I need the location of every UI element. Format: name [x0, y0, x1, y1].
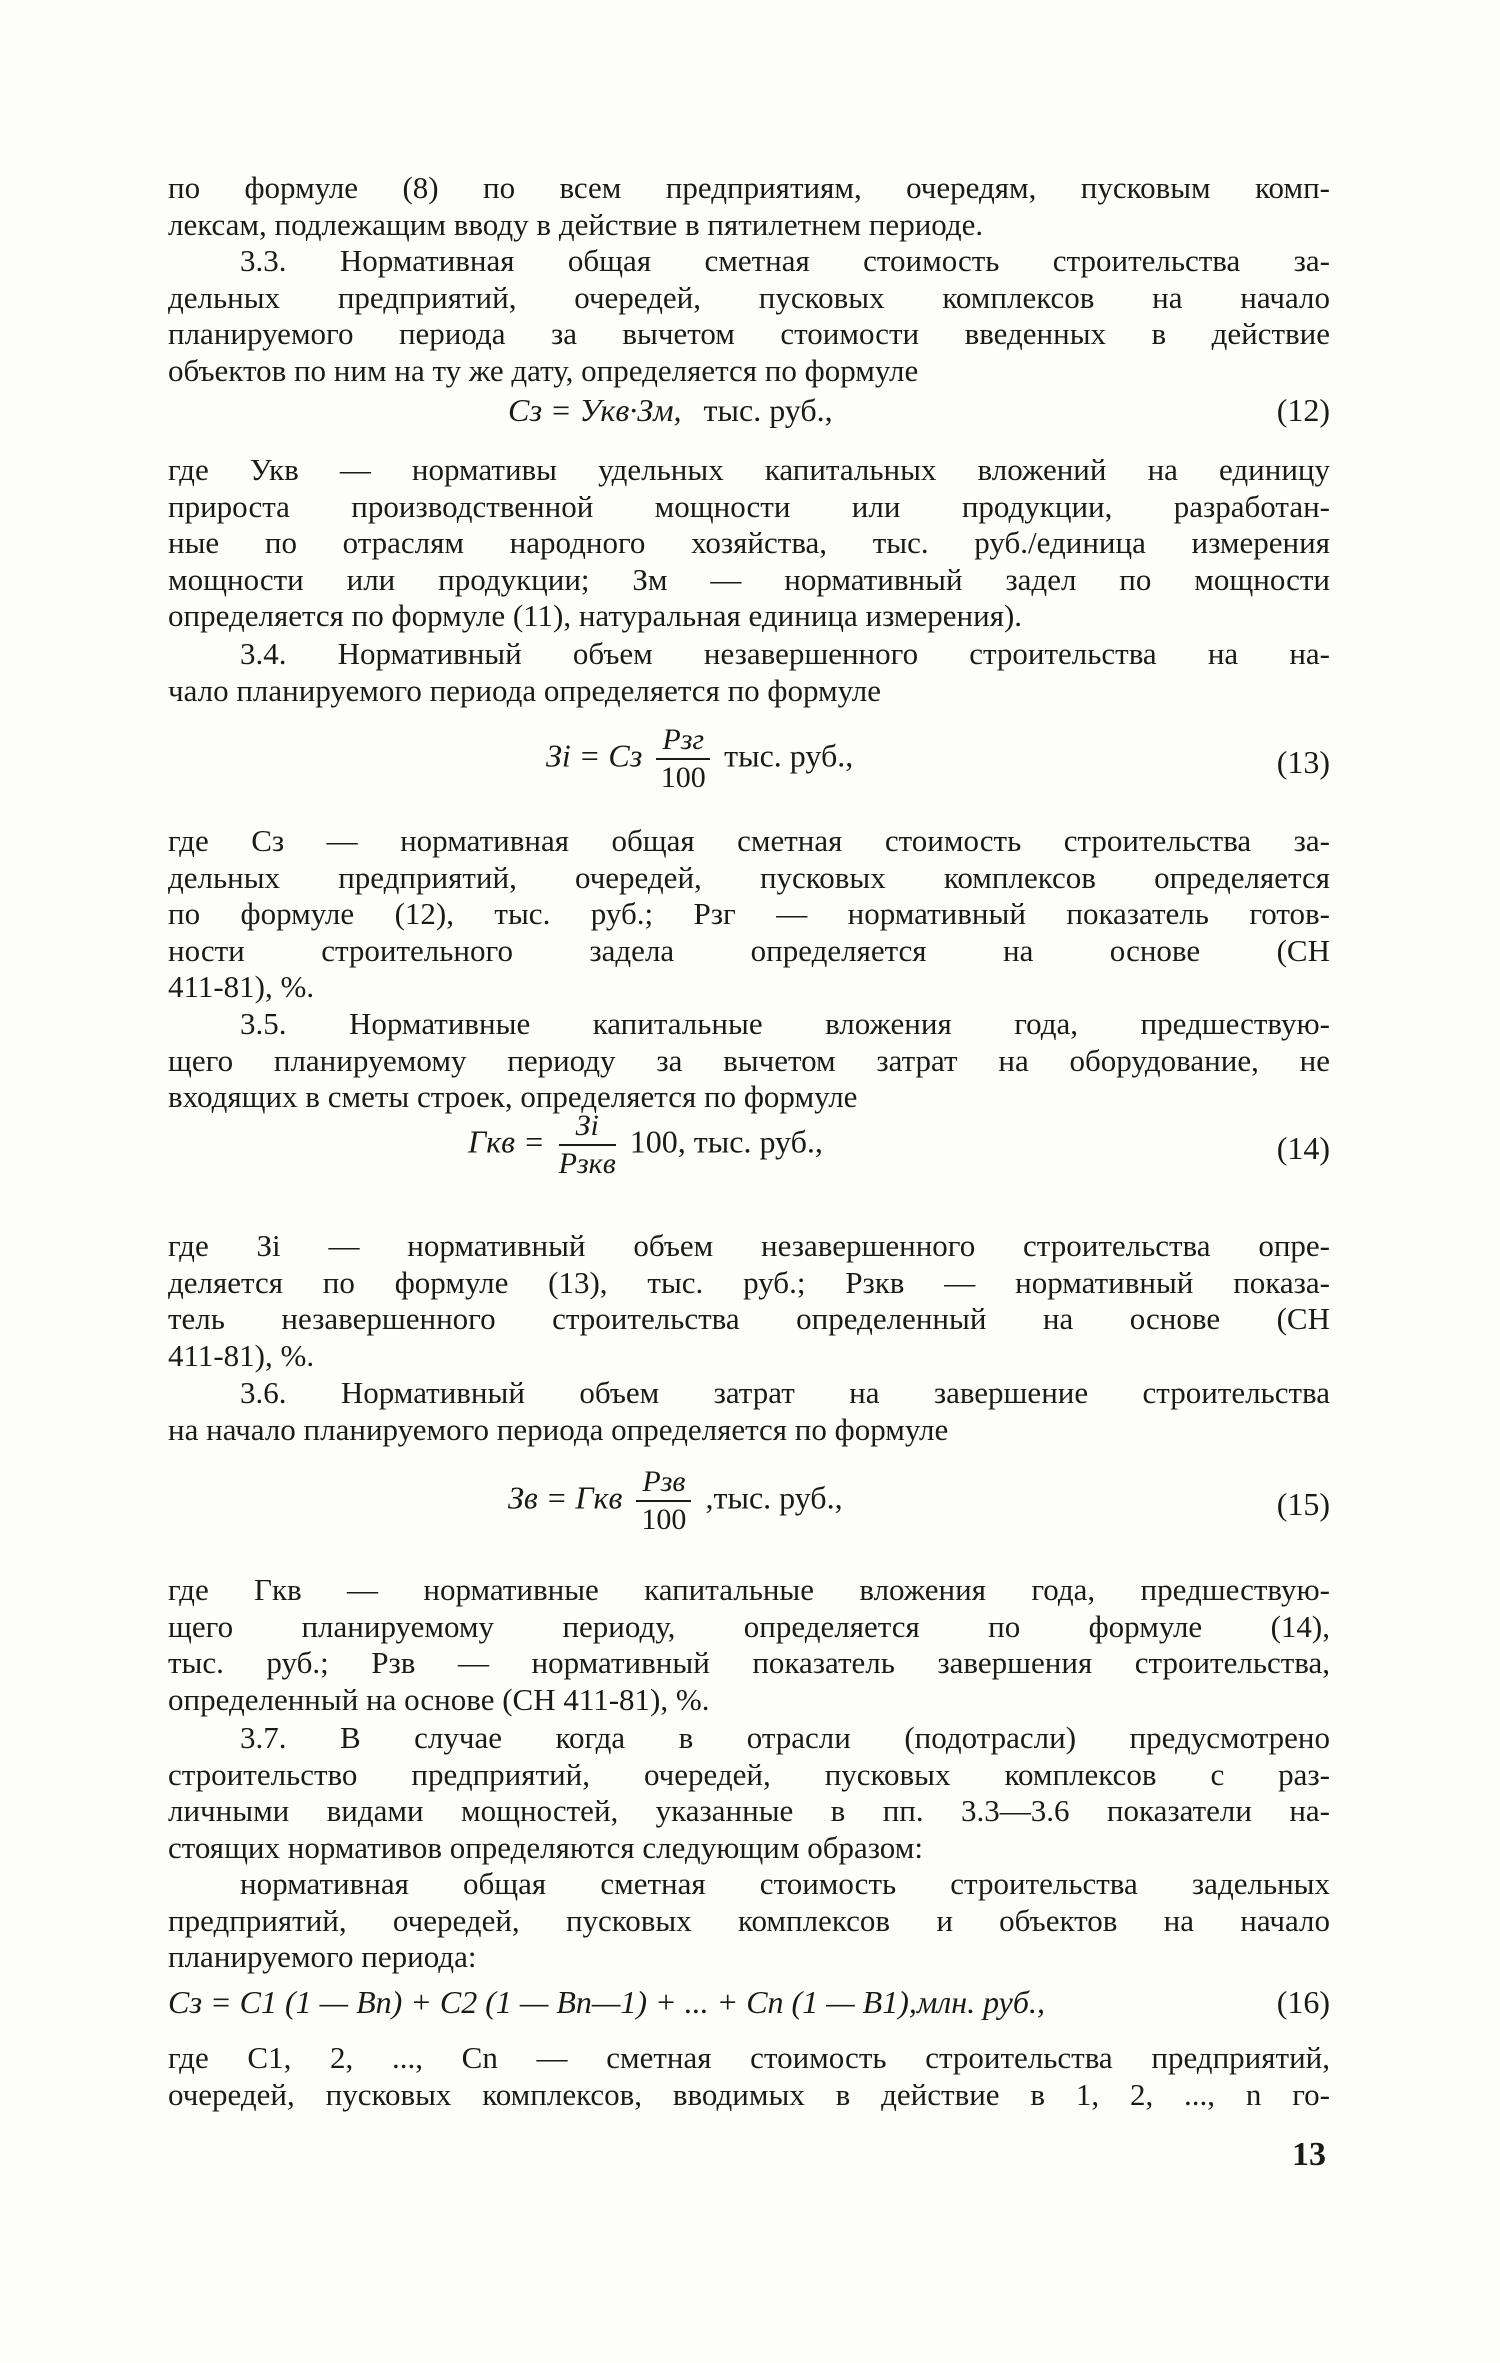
text-line: 411-81), %.	[168, 1337, 315, 1373]
text-line: входящих в сметы строек, определяется по формуле	[168, 1079, 858, 1114]
formula-lhs: Зi = Сз	[546, 737, 643, 774]
text-line: 3.5. Нормативные капитальные вложения года, предшествую-	[240, 1006, 1330, 1041]
paragraph-where-zi	[168, 1228, 1330, 1374]
paragraph-normative-cost	[168, 1866, 1330, 1976]
formula-number: (14)	[1276, 1130, 1330, 1166]
paragraph-where-ukv	[168, 452, 1330, 635]
paragraph-3-4	[168, 636, 1330, 709]
text-line: 3.6. Нормативный объем затрат на завершение строительства	[240, 1375, 1330, 1410]
text-line: строительство предприятий, очередей, пусковых комплексов с раз-	[168, 1756, 1330, 1792]
formula-15	[168, 1464, 1330, 1554]
paragraph-where-gkv	[168, 1572, 1330, 1718]
text-line: щего планируемому периоду, определяется по формуле (14),	[168, 1608, 1330, 1644]
text-line: прироста производственной мощности или продукции, разработан-	[168, 488, 1330, 524]
paragraph-where-sz	[168, 823, 1330, 1006]
formula-14	[168, 1108, 1330, 1198]
text-line: нормативная общая сметная стоимость строительства задельных	[240, 1866, 1330, 1901]
formula-lhs: Сз = Укв·Зм,	[508, 392, 682, 428]
text-line: дельных предприятий, очередей, пусковых комплексов определяется	[168, 859, 1330, 895]
text-line: тыс. руб.; Рзв — нормативный показатель завершения строительства,	[168, 1645, 1330, 1680]
text-line: личными видами мощностей, указанные в пп. 3.3—3.6 показатели на-	[168, 1793, 1330, 1828]
text-line: ности строительного задела определяется на основе (СН	[168, 932, 1330, 968]
fraction-denominator: 100	[660, 761, 706, 794]
page-number: 13	[1292, 2136, 1326, 2173]
text-line: чало планируемого периода определяется по формуле	[168, 672, 882, 708]
formula-expression	[508, 1464, 843, 1538]
text-line: ные по отраслям народного хозяйства, тыс. руб./единица измерения	[168, 525, 1330, 560]
formula-13	[168, 722, 1330, 812]
text-line: дельных предприятий, очередей, пусковых комплексов на начало	[168, 279, 1330, 315]
paragraph-3-7	[168, 1720, 1330, 1866]
paragraph-3-3	[168, 243, 1330, 389]
formula-tail: 100, тыс. руб.,	[629, 1123, 823, 1160]
text-line: предприятий, очередей, пусковых комплексов и объектов на начало	[168, 1902, 1330, 1938]
text-line: 3.4. Нормативный объем незавершенного строительства на на-	[240, 636, 1330, 671]
paragraph-3-5	[168, 1006, 1330, 1116]
paragraph-where-c	[168, 2040, 1330, 2113]
text-line: определяется по формуле (11), натуральная единица измерения).	[168, 598, 1023, 633]
formula-lhs: Зв = Гкв	[508, 1479, 623, 1516]
fraction-denominator: 100	[641, 1503, 687, 1536]
text-line: объектов по ним на ту же дату, определяется по формуле	[168, 352, 919, 388]
fraction-numerator: Рзг	[656, 722, 710, 760]
text-line: щего планируемому периоду за вычетом затрат на оборудование, не	[168, 1042, 1330, 1078]
text-line: где Сз — нормативная общая сметная стоимость строительства за-	[168, 823, 1330, 858]
formula-unit: тыс. руб.,	[703, 392, 833, 428]
text-line: 411-81), %.	[168, 969, 315, 1004]
formula-12	[168, 392, 1330, 452]
text-line: тель незавершенного строительства определенный на основе (СН	[168, 1301, 1330, 1336]
formula-expression: Сз = С1 (1 — Вn) + С2 (1 — Вn—1) + ... + Сn (1 — В1),млн. руб.,	[168, 1984, 1045, 2020]
text-line: где Зi — нормативный объем незавершенного строительства опре-	[168, 1228, 1330, 1263]
formula-unit: ,тыс. руб.,	[705, 1479, 843, 1516]
text-line: деляется по формуле (13), тыс. руб.; Рзкв — нормативный показа-	[168, 1264, 1330, 1300]
formula-fraction	[656, 722, 710, 796]
formula-lhs: Гкв =	[468, 1123, 545, 1160]
text-line: 3.7. В случае когда в отрасли (подотрасли) предусмотрено	[240, 1720, 1330, 1755]
formula-unit: тыс. руб.,	[724, 737, 854, 774]
formula-number: (16)	[1276, 1984, 1330, 2020]
text-line: где Гкв — нормативные капитальные вложения года, предшествую-	[168, 1572, 1330, 1607]
paragraph-3-6	[168, 1375, 1330, 1448]
formula-fraction	[559, 1108, 616, 1182]
fraction-numerator: Зi	[559, 1108, 616, 1146]
formula-expression	[508, 392, 833, 429]
formula-expression	[468, 1108, 823, 1182]
text-line: планируемого периода за вычетом стоимости введенных в действие	[168, 316, 1330, 351]
paragraph-continuation	[168, 170, 1330, 243]
fraction-numerator: Рзв	[636, 1464, 691, 1502]
formula-fraction	[636, 1464, 691, 1538]
text-line: 3.3. Нормативная общая сметная стоимость строительства за-	[240, 243, 1330, 278]
formula-expression	[546, 722, 853, 796]
text-line: определенный на основе (СН 411-81), %.	[168, 1681, 710, 1717]
fraction-denominator: Рзкв	[558, 1147, 616, 1180]
formula-16	[168, 1984, 1330, 2044]
text-line: мощности или продукции; Зм — нормативный задел по мощности	[168, 561, 1330, 597]
text-line: где Укв — нормативы удельных капитальных вложений на единицу	[168, 452, 1330, 487]
text-line: где С1, 2, ..., Сn — сметная стоимость строительства предприятий,	[168, 2040, 1330, 2075]
text-line: на начало планируемого периода определяется по формуле	[168, 1411, 949, 1447]
text-line: планируемого периода:	[168, 1939, 477, 1974]
text-line: по формуле (12), тыс. руб.; Рзг — нормативный показатель готов-	[168, 896, 1330, 931]
text-line: по формуле (8) по всем предприятиям, очередям, пусковым комп-	[168, 170, 1330, 205]
formula-number: (15)	[1276, 1486, 1330, 1522]
text-line: стоящих нормативов определяются следующим образом:	[168, 1829, 923, 1865]
formula-number: (13)	[1276, 744, 1330, 780]
formula-number: (12)	[1276, 392, 1330, 428]
text-line: лексам, подлежащим вводу в действие в пятилетнем периоде.	[168, 206, 984, 242]
text-line: очередей, пусковых комплексов, вводимых в действие в 1, 2, ..., n го-	[168, 2076, 1330, 2112]
